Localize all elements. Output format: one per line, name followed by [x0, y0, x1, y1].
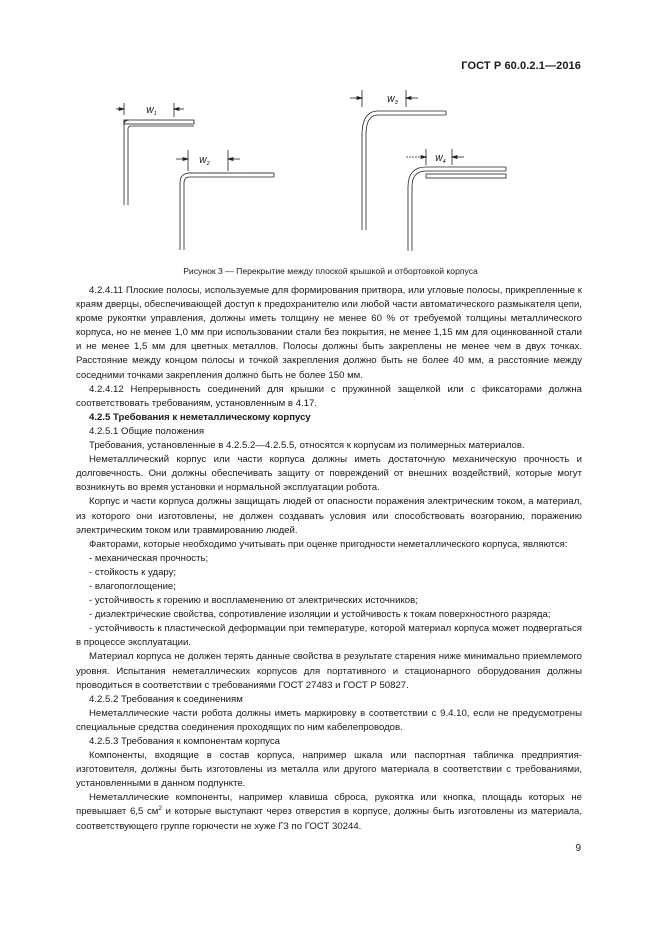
- square-superscript: 2: [158, 805, 162, 813]
- document-number-header: ГОСТ Р 60.0.2.1—2016: [461, 60, 581, 72]
- body-text: [76, 284, 582, 834]
- w2-label: W2: [199, 156, 210, 167]
- paragraph-electric-protection: Корпус и части корпуса должны защищать людей от опасности поражения электрическим током, а материал, из которого они изготовлены, не должен создавать условия или способствовать возгоранию, поражению электрическим током или травмированию людей.: [76, 496, 582, 536]
- paragraph-marking: Неметаллические части робота должны иметь маркировку в соответствии с 9.4.10, если не предусмотрены специальные средства соединения проходящих по ним кабелепроводов.: [76, 707, 582, 733]
- paragraph-factors-intro: Факторами, которые необходимо учитывать при оценке пригодности неметаллического корпуса, являются:: [89, 538, 568, 550]
- subsection-heading-4-2-5-3: 4.2.5.3 Требования к компонентам корпуса: [89, 736, 280, 747]
- paragraph-mechanical-strength: Неметаллический корпус или части корпуса должны иметь достаточную механическую прочность и долговечность. Они должны обеспечивать защиту от повреждений от внешних воздействий, которые могут возникнуть во время установки и нормальной эксплуатации робота.: [76, 454, 582, 494]
- paragraph-requirements-scope: Требования, установленные в 4.2.5.2—4.2.5.5, относятся к корпусам из полимерных материалов.: [89, 440, 525, 452]
- w4-label: W4: [435, 154, 446, 165]
- left-profile-lower: [180, 173, 274, 250]
- paragraph-aging: Материал корпуса не должен терять данные свойства в результате старения ниже минимально приемлемого уровня. Испытания неметаллических корпусов для портативного и стационарного оборудования должны проводиться в соответствии с требованиями ГОСТ 27483 и ГОСТ Р 50827.: [76, 651, 582, 691]
- page-number: 9: [575, 843, 581, 854]
- left-profile-upper: [124, 120, 194, 205]
- paragraph-4-2-4-11: 4.2.4.11 Плоские полосы, используемые для формирования притвора, или угловые полосы, прикрепленные к краям дверцы, обеспечивающей доступ к предохранителю или любой части автоматического размыкателя цепи, кроме рукоятки управления, должны иметь толщину не менее 60 % от требуемой толщины металлического корпуса, но не менее 1,0 мм при использовании стали без покрытия, не менее 1,15 мм для оцинкованной стали и не менее 1,5 мм для цветных металлов. Полосы должны быть закреплены не менее чем в двух точках. Расстояние между концом полосы и точкой закрепления должно быть не более 40 мм, а расстояние между соседними точками закрепления должно быть не более 150 мм.: [76, 285, 582, 381]
- right-profile-lower: [408, 167, 506, 251]
- w3-dimension: [350, 90, 418, 107]
- paragraph-components: Компоненты, входящие в состав корпуса, например шкала или паспортная табличка предприятия-изготовителя, должны быть изготовлены из металла или другого материала в соответствии с требованиями, установленными в данном подпункте.: [76, 750, 582, 790]
- bullet-item: - устойчивость к пластической деформации при температуре, которой материал корпуса может подвергаться в процессе эксплуатации.: [76, 623, 582, 649]
- figure-caption: Рисунок 3 — Перекрытие между плоской крышкой и отбортовкой корпуса: [183, 266, 478, 276]
- bullet-item: - диэлектрические свойства, сопротивление изоляции и устойчивость к токам поверхностного разряда;: [89, 609, 551, 621]
- paragraph-nonmetal-components-part1: Неметаллические компоненты, например клавиша сброса, рукоятка или кнопка, площадь которых не превышает 6,5 см: [76, 792, 582, 818]
- bullet-item: - устойчивость к горению и воспламенению от электрических источников;: [89, 595, 418, 607]
- bullet-item: - стойкость к удару;: [89, 566, 177, 578]
- bullet-item: - влагопоглощение;: [89, 580, 176, 592]
- paragraph-nonmetal-components-part2: и которые выступают через отверстия в корпусе, должны быть изготовлены из материала, соответствующего группе горючести не хуже Г3 по ГОСТ 30244.: [76, 806, 582, 832]
- w3-label: W3: [387, 95, 398, 106]
- w1-label: W1: [146, 106, 157, 117]
- section-heading-4-2-5: 4.2.5 Требования к неметаллическому корпусу: [89, 411, 311, 423]
- paragraph-4-2-4-12: 4.2.4.12 Непрерывность соединений для крышки с пружинной защелкой или с фиксаторами должна соответствовать требованиям, установленным в 4.17.: [76, 383, 582, 409]
- cover-overlap-figure: [0, 85, 661, 265]
- paragraph-nonmetal-components: [76, 791, 582, 833]
- bullet-item: - механическая прочность;: [89, 552, 209, 564]
- subsection-heading-4-2-5-2: 4.2.5.2 Требования к соединениям: [89, 693, 243, 705]
- right-profile-upper: [362, 111, 446, 230]
- subsection-heading-4-2-5-1: 4.2.5.1 Общие положения: [89, 425, 205, 437]
